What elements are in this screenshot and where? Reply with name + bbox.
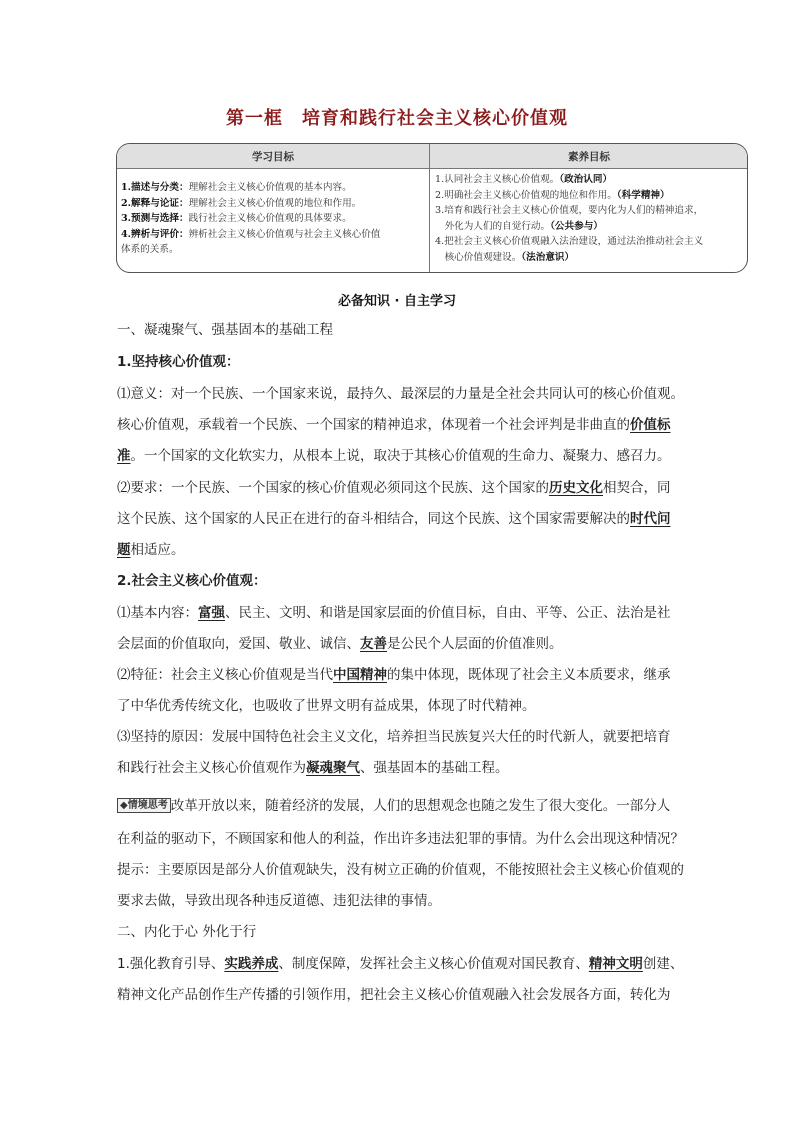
subheading-1: 1.坚持核心价值观： bbox=[117, 354, 240, 370]
paragraph-line: 核心价值观，承载着一个民族、一个国家的精神追求，体现着一个社会评判是非曲直的价值标 bbox=[117, 417, 671, 433]
learning-goals-header: 学习目标 bbox=[252, 151, 294, 163]
paragraph-line: 提示：主要原因是部分人价值观缺失，没有树立正确的价值观，不能按照社会主义核心价值观的 bbox=[117, 862, 684, 878]
literacy-goal-item: 外化为人们的自觉行动。（公共参与） bbox=[435, 220, 603, 232]
literacy-goals-list bbox=[435, 172, 745, 265]
paragraph-line: ⑴基本内容：富强、民主、文明、和谐是国家层面的价值目标，自由、平等、公正、法治是社 bbox=[117, 605, 671, 621]
paragraph-line: 要求去做，导致出现各种违反道德、违犯法律的事情。 bbox=[117, 893, 441, 909]
paragraph-line: 精神文化产品创作生产传播的引领作用，把社会主义核心价值观融入社会发展各方面，转化为 bbox=[117, 987, 671, 1003]
literacy-goal-item: 核心价值观建设。（法治意识） bbox=[435, 251, 575, 263]
heading-1: 一、凝魂聚气、强基固本的基础工程 bbox=[117, 322, 333, 338]
paragraph-line: 这个民族、这个国家的人民正在进行的奋斗相结合，同这个民族、这个国家需要解决的时代问 bbox=[117, 511, 671, 527]
paragraph-line: 题相适应。 bbox=[117, 542, 185, 558]
paragraph-line: 在利益的驱动下，不顾国家和他人的利益，作出许多违法犯罪的事情。为什么会出现这种情况？ bbox=[117, 831, 684, 847]
paragraph-line: ⑶坚持的原因：发展中国特色社会主义文化，培养担当民族复兴大任的时代新人，就要把培育 bbox=[117, 729, 671, 745]
column-divider bbox=[429, 144, 430, 272]
literacy-goal-item: 4.把社会主义核心价值观融入法治建设，通过法治推动社会主义 bbox=[435, 236, 704, 247]
learning-goal-item: 体系的关系。 bbox=[121, 244, 179, 255]
paragraph-line: 了中华优秀传统文化，也吸收了世界文明有益成果，体现了时代精神。 bbox=[117, 698, 536, 714]
learning-goal-item: 4.辨析与评价：辨析社会主义核心价值观与社会主义核心价值 bbox=[121, 228, 381, 240]
heading-2: 二、内化于心 外化于行 bbox=[117, 924, 257, 940]
paragraph-line: 1.强化教育引导、实践养成、制度保障，发挥社会主义核心价值观对国民教育、精神文明创建、 bbox=[117, 956, 684, 972]
section-heading: 必备知识 · 自主学习 bbox=[338, 294, 456, 309]
learning-goals-list bbox=[121, 180, 423, 258]
paragraph-line: ⑵要求：一个民族、一个国家的核心价值观必须同这个民族、这个国家的历史文化相契合，同 bbox=[117, 480, 671, 496]
paragraph-line: ⑵特征：社会主义核心价值观是当代中国精神的集中体现，既体现了社会主义本质要求，继承 bbox=[117, 667, 671, 683]
paragraph-line: 和践行社会主义核心价值观作为凝魂聚气、强基固本的基础工程。 bbox=[117, 760, 509, 776]
goals-table-header bbox=[117, 144, 747, 169]
goals-table bbox=[116, 143, 748, 273]
paragraph-line: 准。一个国家的文化软实力，从根本上说，取决于其核心价值观的生命力、凝聚力、感召力。 bbox=[117, 448, 671, 464]
learning-goal-item: 2.解释与论证：理解社会主义核心价值观的地位和作用。 bbox=[121, 197, 362, 209]
paragraph-line: ⑴意义：对一个民族、一个国家来说，最持久、最深层的力量是全社会共同认可的核心价值观。 bbox=[117, 386, 684, 402]
learning-goal-item: 3.预测与选择：践行社会主义核心价值观的具体要求。 bbox=[121, 213, 352, 224]
situation-thinking-tag: ◆情境思考 bbox=[117, 798, 171, 813]
literacy-goals-header: 素养目标 bbox=[568, 151, 610, 163]
paragraph-line: ◆情境思考 改革开放以来，随着经济的发展，人们的思想观念也随之发生了很大变化。一部分人 bbox=[117, 796, 681, 816]
literacy-goal-item: 3.培育和践行社会主义核心价值观，要内化为人们的精神追求， bbox=[435, 205, 704, 216]
subheading-2: 2.社会主义核心价值观： bbox=[117, 573, 267, 589]
paragraph-line: 会层面的价值取向，爱国、敬业、诚信、友善是公民个人层面的价值准则。 bbox=[117, 636, 563, 652]
literacy-goal-item: 2.明确社会主义核心价值观的地位和作用。（科学精神） bbox=[435, 189, 670, 201]
learning-goal-item: 1.描述与分类：理解社会主义核心价值观的基本内容。 bbox=[121, 182, 352, 193]
page-title: 第一框 培育和践行社会主义核心价值观 bbox=[226, 108, 568, 129]
literacy-goal-item: 1.认同社会主义核心价值观。（政治认同） bbox=[435, 174, 613, 185]
